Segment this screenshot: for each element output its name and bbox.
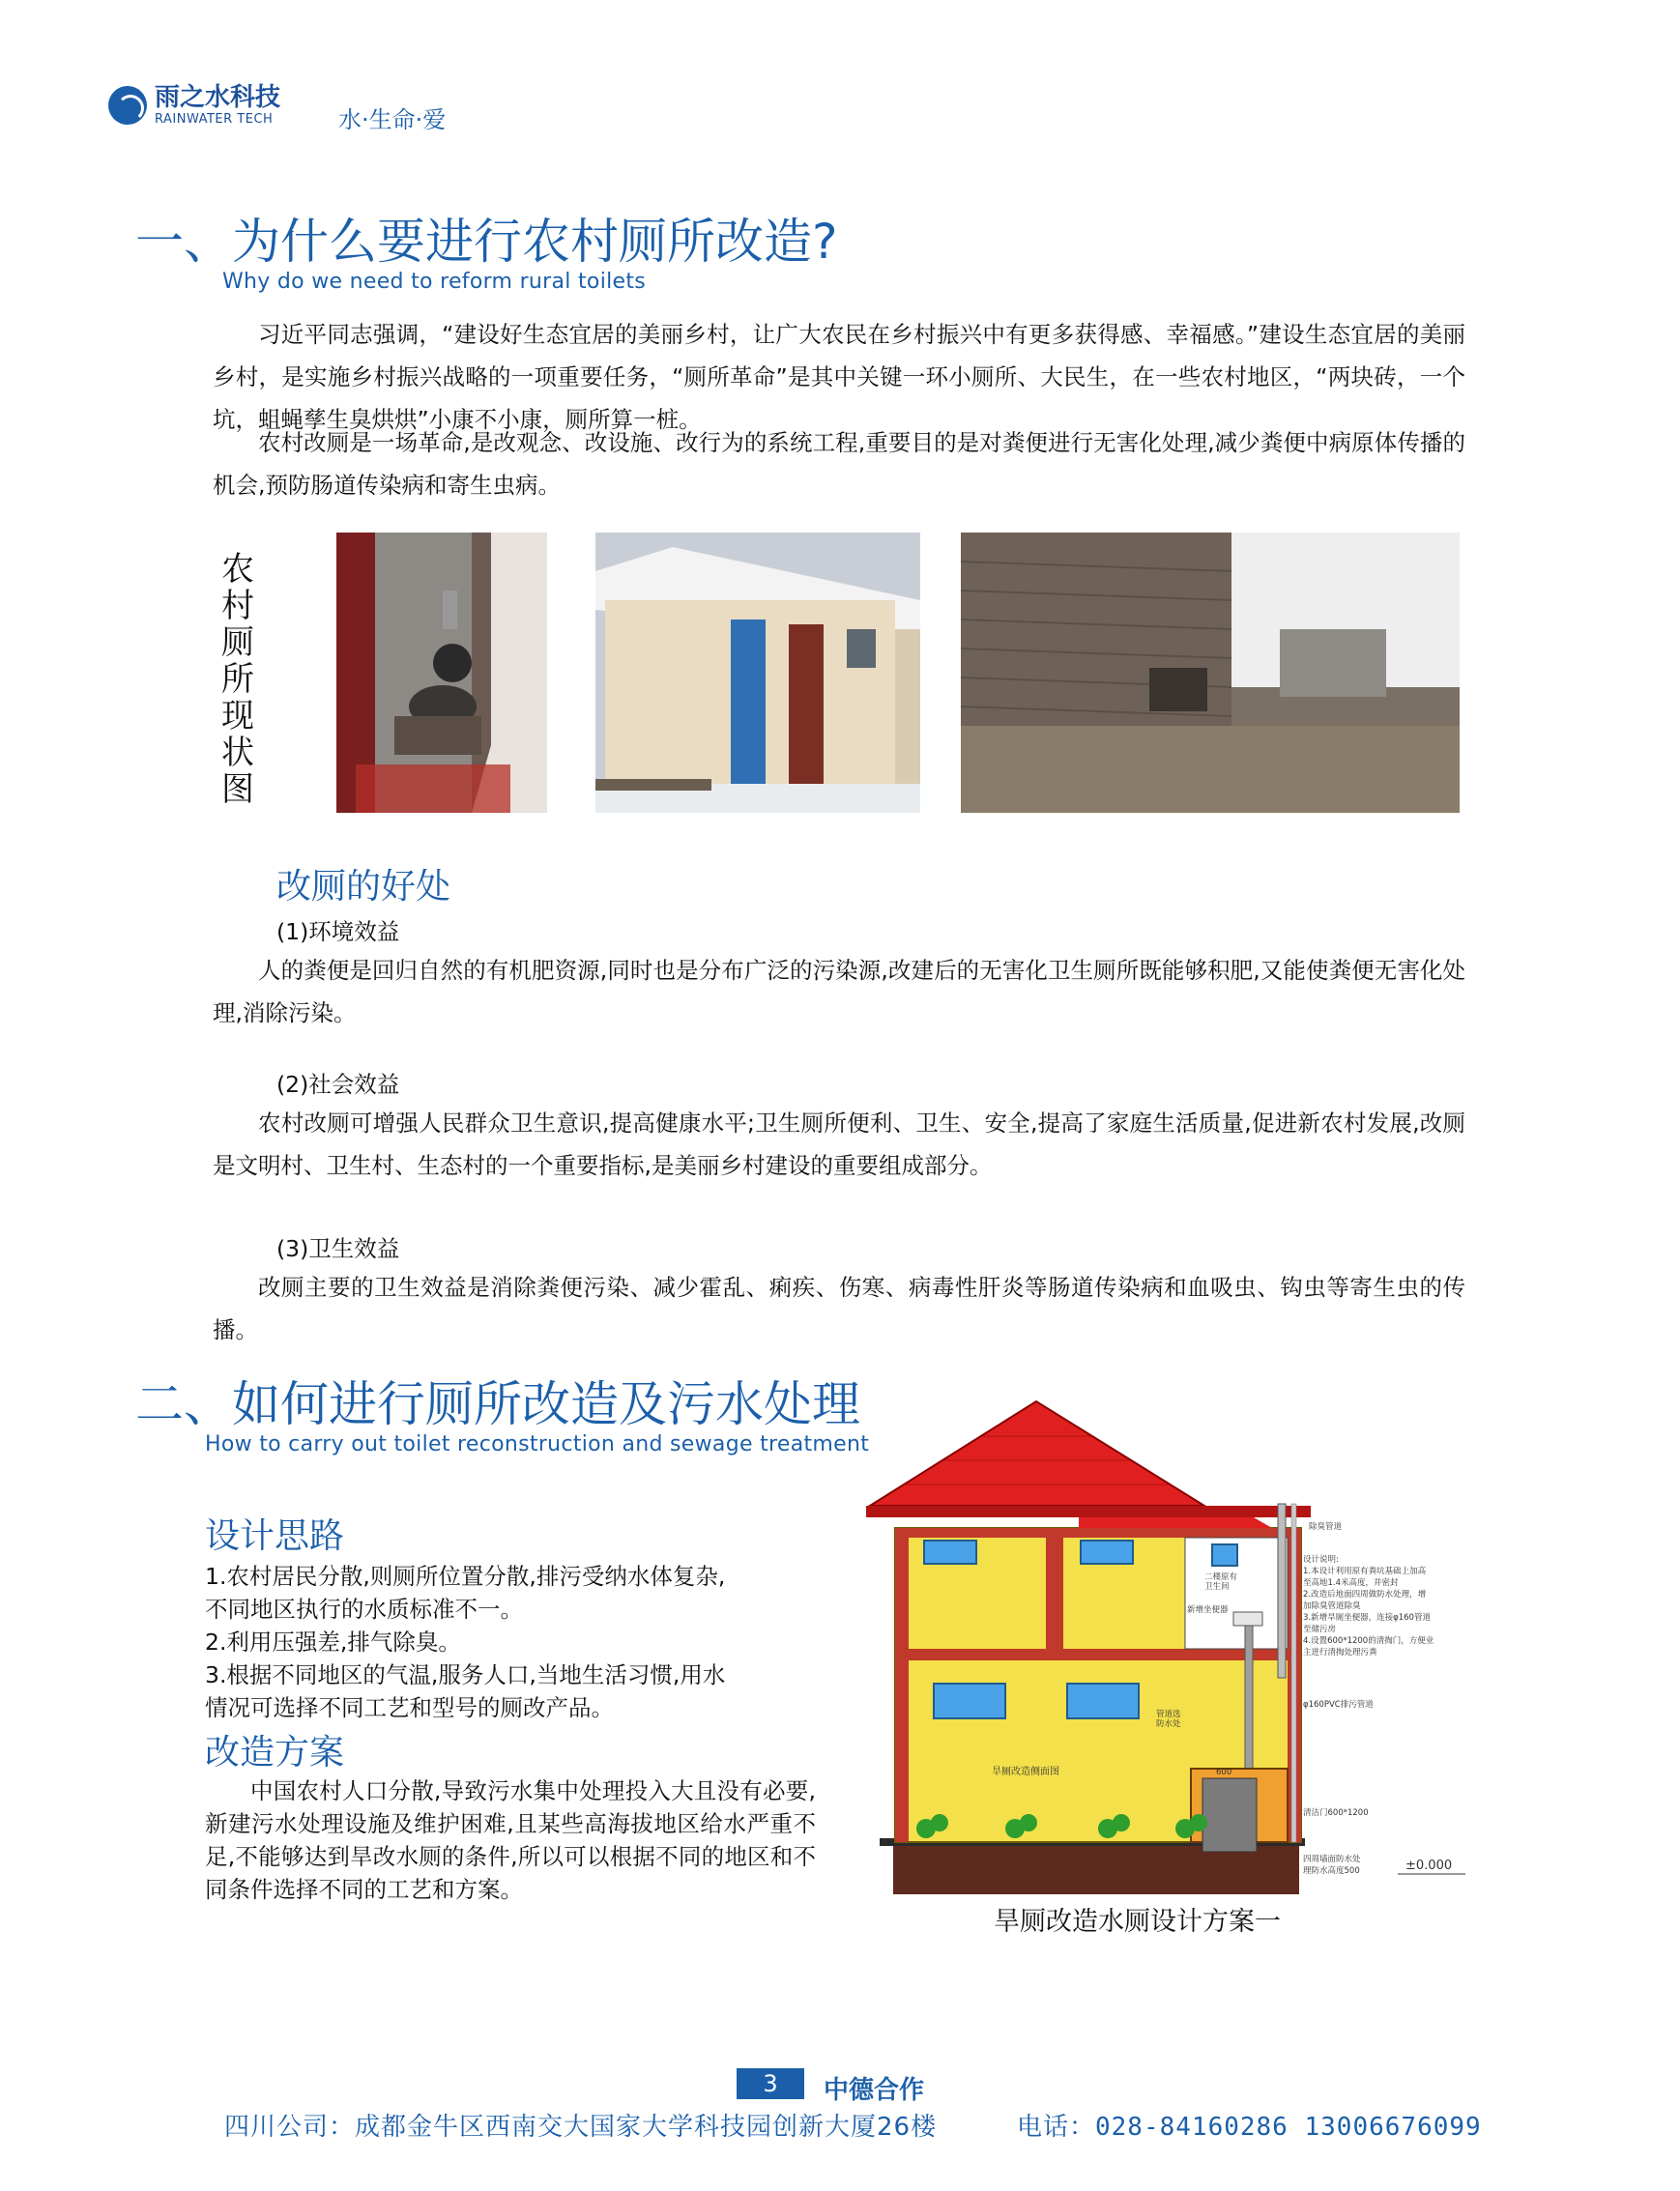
design-item: 2.利用压强差,排气除臭。 [205,1629,461,1656]
room-label-1: 二楼原有 [1204,1572,1238,1582]
photo-toilet-yard [961,533,1460,813]
design-item: 情况可选择不同工艺和型号的厕改产品。 [205,1694,614,1721]
logo-icon [108,86,147,125]
door-dim: 600 [1216,1768,1232,1777]
waterproof-label-2: 理防水高度500 [1303,1866,1360,1876]
section1-paragraph-2: 农村改厕是一场革命,是改观念、改设施、改行为的系统工程,重要目的是对粪便进行无害化处理,减少粪便中病原体传播的机会,预防肠道传染病和寄生虫病。 [213,429,1465,499]
benefit-1-label: (1)环境效益 [276,918,400,945]
section1-paragraph-1: 习近平同志强调，“建设好生态宜居的美丽乡村，让广大农民在乡村振兴中有更多获得感、幸福感。”建设生态宜居的美丽乡村，是实施乡村振兴战略的一项重要任务，“厕所革命”是其中关键一环小厕所、大民生，在一些农村地区，“两块砖，一个坑，蛆蝇孳生臭烘烘”小康不小康，厕所算一桩。 [213,321,1465,433]
photo-toilet-interior [336,533,547,813]
pipe-label: φ160PVC排污管道 [1303,1700,1374,1710]
design-list [205,1560,833,1724]
plan-title: 改造方案 [205,1733,345,1773]
note-line: 1.本设计利用原有粪坑基础上加高 [1303,1567,1427,1576]
door-label: 清洁门600*1200 [1303,1808,1369,1818]
room-label-2: 卫生间 [1204,1582,1230,1592]
toilet-label: 新增坐便器 [1187,1605,1229,1615]
page-number: 3 [737,2068,804,2099]
photo-toilet-building [595,533,920,813]
elevation-label: ±0.000 [1405,1859,1453,1873]
footer-address: 四川公司：成都金牛区西南交大国家大学科技园创新大厦26楼 [224,2113,938,2142]
section1-title: 一、为什么要进行农村厕所改造? [135,214,838,270]
logo-name-cn: 雨之水科技 [155,83,281,112]
notes-title: 设计说明: [1303,1555,1339,1565]
section-label: 旱厕改造侧面图 [992,1767,1059,1777]
note-line: 加除臭管道除臭 [1303,1601,1361,1611]
benefit-3-label: (3)卫生效益 [276,1235,400,1262]
waterproof-label-1: 四周墙面防水处 [1303,1855,1361,1864]
benefit-1-text: 人的粪便是回归自然的有机肥资源,同时也是分布广泛的污染源,改建后的无害化卫生厕所既能够积肥,又能使粪便无害化处理,消除污染。 [213,957,1465,1026]
benefit-2-text: 农村改厕可增强人民群众卫生意识,提高健康水平;卫生厕所便利、卫生、安全,提高了家庭生活质量,促进新农村发展,改厕是文明村、卫生村、生态村的一个重要指标,是美丽乡村建设的重要组成部分。 [213,1110,1465,1179]
section2-title-en: How to carry out toilet reconstruction and sewage treatment [205,1432,870,1456]
footer-tag: 中德合作 [824,2076,925,2105]
photo-label: 农村厕所现状图 [221,550,254,809]
design-item: 不同地区执行的水质标准不一。 [205,1596,523,1623]
benefit-3-text: 改厕主要的卫生效益是消除粪便污染、减少霍乱、痢疾、伤寒、病毒性肝炎等肠道传染病和血吸虫、钩虫等寄生虫的传播。 [213,1274,1465,1343]
section2-title: 二、如何进行厕所改造及污水处理 [135,1376,860,1432]
vent-label: 除臭管道 [1309,1522,1343,1532]
benefits-title: 改厕的好处 [276,867,451,907]
slogan: 水·生命·爱 [338,106,447,133]
benefit-2-label: (2)社会效益 [276,1071,400,1098]
note-line: 3.新增旱厕坐便器，连接φ160管道 [1303,1613,1431,1623]
plan-text: 中国农村人口分散,导致污水集中处理投入大且没有必要,新建污水处理设施及维护困难,且某些高海拔地区给水严重不足,不能够达到旱改水厕的条件,所以可以根据不同的地区和不同条件选择不同的工艺和方案。 [205,1777,816,1903]
note-line: 主进行清掏处理污粪 [1303,1648,1377,1658]
note-line: 至储污房 [1303,1625,1337,1634]
design-item: 1.农村居民分散,则厕所位置分散,排污受纳水体复杂, [205,1563,726,1590]
pipe-side-label-2: 防水处 [1156,1719,1181,1729]
note-line: 至高地1.4米高度，并密封 [1303,1578,1399,1588]
toilet-section-diagram [866,1398,1485,1910]
pipe-side-label-1: 管道选 [1156,1710,1181,1719]
note-line: 4.设置600*1200的清掏门，方便业 [1303,1636,1434,1646]
design-item: 3.根据不同地区的气温,服务人口,当地生活习惯,用水 [205,1661,726,1688]
footer-phone: 电话：028-84160286 13006676099 [1017,2113,1482,2142]
company-logo [108,85,280,126]
design-title: 设计思路 [205,1516,345,1556]
logo-name-en: RAINWATER TECH [155,112,274,127]
section1-title-en: Why do we need to reform rural toilets [222,270,647,294]
figure-caption: 旱厕改造水厕设计方案一 [994,1907,1281,1937]
note-line: 2.改造后地面四周做防水处理，增 [1303,1590,1427,1600]
